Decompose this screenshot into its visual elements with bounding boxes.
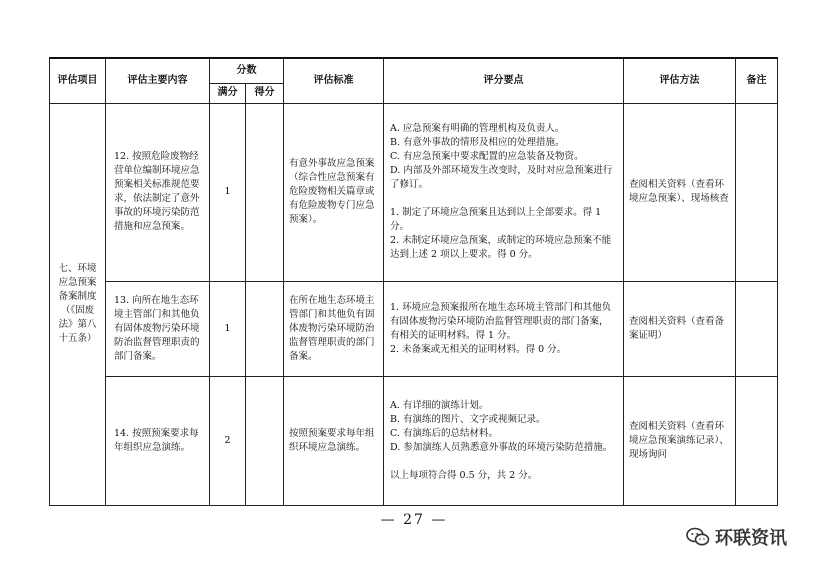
row-standard: 在所在地生态环境主管部门和其他负有固体废物污染环境防治监督管理职责的部门备案。 — [284, 281, 384, 376]
row-content: 12. 按照危险废物经营单位编制环境应急预案相关标准规范要求，依法制定了意外事故的环境污染防范措施和应急预案。 — [106, 103, 210, 281]
point-line: 2. 未制定环境应急预案，或制定的环境应急预案不能达到上述 2 项以上要求。得 0 分。 — [390, 235, 612, 260]
header-score: 分数 — [210, 58, 284, 83]
row-content: 14. 按照预案要求每年组织应急演练。 — [106, 376, 210, 505]
row-remark — [736, 376, 778, 505]
row-points — [384, 376, 624, 505]
header-method: 评估方法 — [624, 58, 736, 103]
table-row — [50, 103, 778, 281]
row-method: 查阅相关资料（查看环境应急预案）、现场核查 — [624, 103, 736, 281]
row-method: 查阅相关资料（查看环境应急预案演练记录）、现场询问 — [624, 376, 736, 505]
point-spacer — [390, 455, 617, 469]
point-line: 1. 环境应急预案报所在地生态环境主管部门和其他负有固体废物污染环境防治监督管理职责的部门备案，有相关的证明材料。得 1 分。 — [390, 301, 612, 341]
row-got-score — [246, 103, 284, 281]
point-line: 2. 未备案或无相关的证明材料。得 0 分。 — [390, 343, 567, 355]
watermark — [686, 524, 787, 550]
row-points — [384, 103, 624, 281]
wechat-icon — [686, 527, 710, 547]
point-line: A. 有详细的演练计划。 — [390, 399, 489, 411]
row-content: 13. 向所在地生态环境主管部门和其他负有固体废物污染环境防治监督管理职责的部门备案。 — [106, 281, 210, 376]
table-row — [50, 376, 778, 505]
row-full-score: 1 — [210, 281, 246, 376]
header-item: 评估项目 — [50, 58, 106, 103]
header-got-score: 得分 — [246, 83, 284, 103]
point-line: A. 应急预案有明确的管理机构及负责人。 — [390, 123, 565, 134]
point-line: C. 有演练后的总结材料。 — [390, 427, 498, 439]
row-method: 查阅相关资料（查看备案证明） — [624, 281, 736, 376]
point-line: B. 有意外事故的情形及相应的处理措施。 — [390, 137, 565, 148]
watermark-text: 环联资讯 — [715, 528, 787, 549]
row-standard: 按照预案要求每年组织环境应急演练。 — [284, 376, 384, 505]
point-line: 以上每项符合得 0.5 分，共 2 分。 — [390, 469, 538, 481]
header-points: 评分要点 — [384, 58, 624, 103]
point-line: D. 内部及外部环境发生改变时，及时对应急预案进行了修订。 — [390, 165, 613, 190]
row-remark — [736, 103, 778, 281]
header-standard: 评估标准 — [284, 58, 384, 103]
point-line: 1. 制定了环境应急预案且达到以上全部要求。得 1 分。 — [390, 207, 602, 232]
row-got-score — [246, 376, 284, 505]
point-line: C. 有应急预案中要求配置的应急装备及物资。 — [390, 151, 584, 162]
page-number: — 27 — — [380, 512, 448, 528]
row-points — [384, 281, 624, 376]
point-line: B. 有演练的图片、文字或视频记录。 — [390, 413, 546, 425]
row-got-score — [246, 281, 284, 376]
header-content: 评估主要内容 — [106, 58, 210, 103]
header-remark: 备注 — [736, 58, 778, 103]
header-full-score: 满分 — [210, 83, 246, 103]
point-spacer — [390, 192, 617, 206]
table-row — [50, 281, 778, 376]
row-full-score: 2 — [210, 376, 246, 505]
evaluation-table — [49, 57, 778, 506]
point-line: D. 参加演练人员熟悉意外事故的环境污染防范措施。 — [390, 441, 613, 453]
row-full-score: 1 — [210, 103, 246, 281]
item-title: 七、环境应急预案备案制度（《固废法》第八十五条） — [50, 103, 106, 505]
row-standard: 有意外事故应急预案（综合性应急预案有危险废物相关篇章或有危险废物专门应急预案）。 — [284, 103, 384, 281]
row-remark — [736, 281, 778, 376]
